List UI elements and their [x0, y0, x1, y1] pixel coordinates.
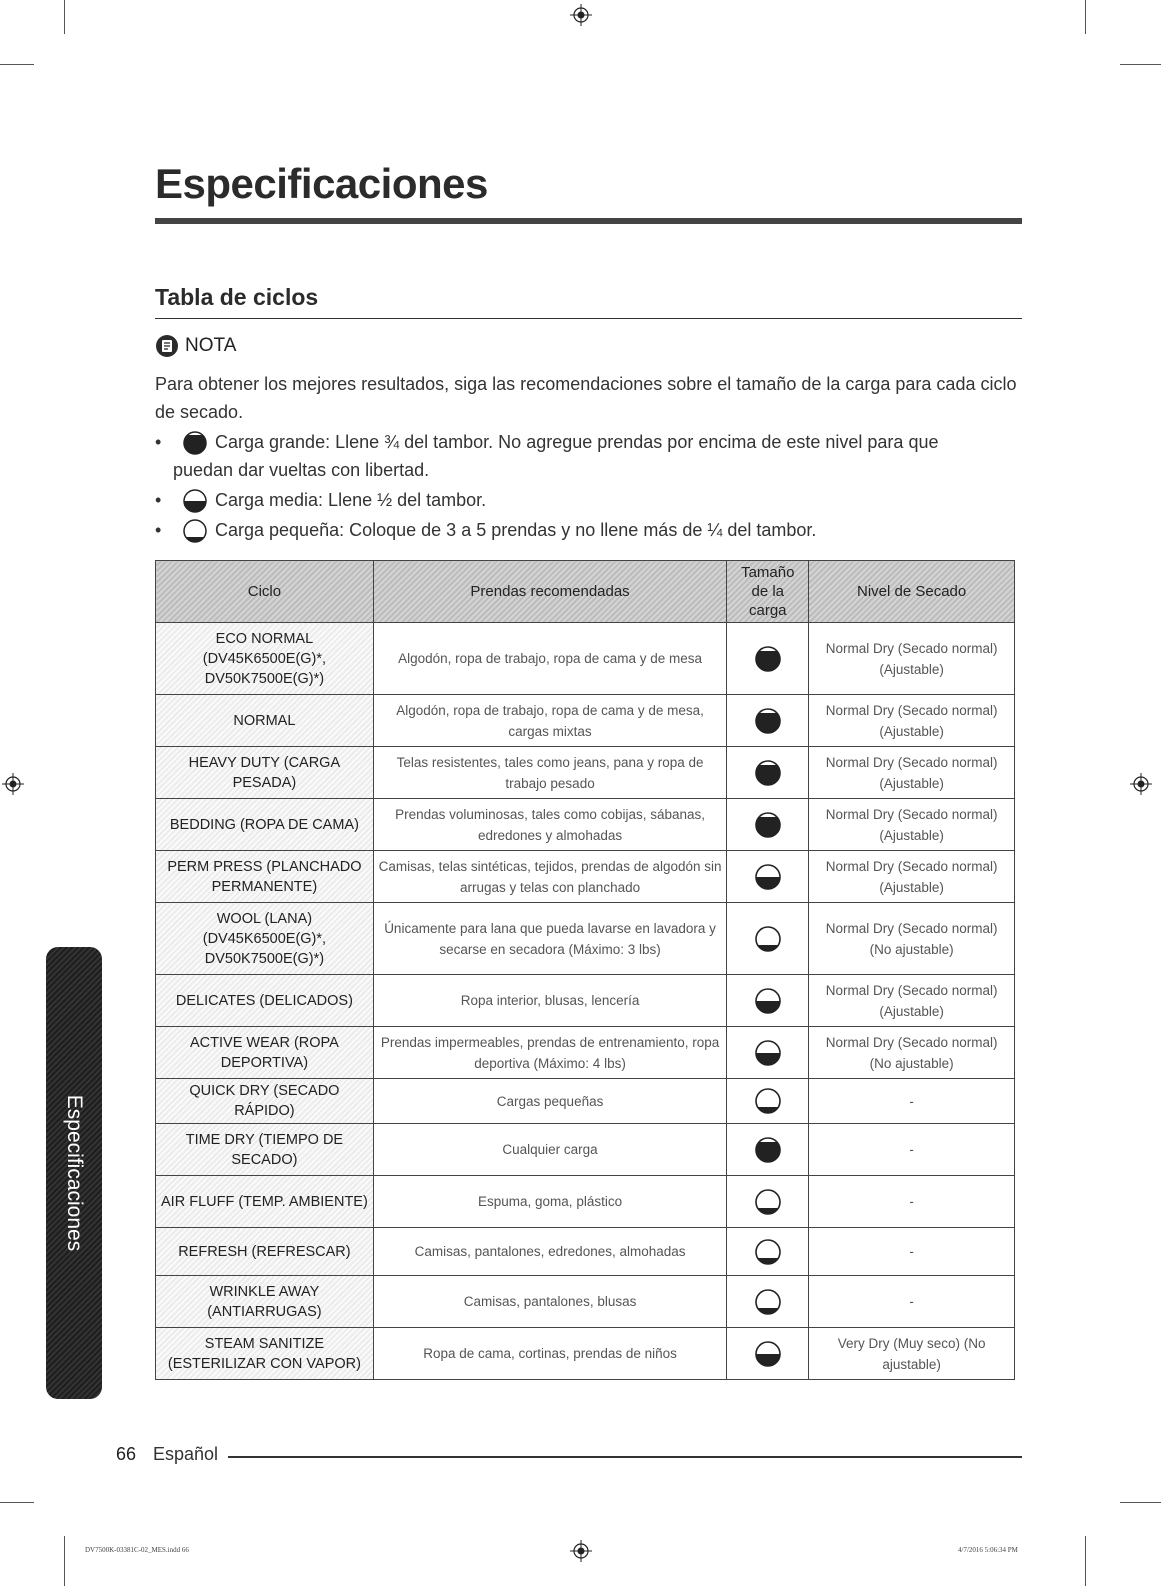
load-size-cell	[727, 1228, 809, 1276]
cycle-name: TIME DRY (TIEMPO DE SECADO)	[156, 1124, 374, 1176]
recommended-items: Únicamente para lana que pueda lavarse en lavadora y secarse en secadora (Máximo: 3 lbs)	[373, 903, 726, 975]
load-size-cell	[727, 1276, 809, 1328]
medium-load-icon	[753, 862, 783, 892]
title-rule	[155, 218, 1022, 224]
dry-level: -	[809, 1228, 1015, 1276]
recommended-items: Cualquier carga	[373, 1124, 726, 1176]
cycle-name: ECO NORMAL (DV45K6500E(G)*, DV50K7500E(G)*)	[156, 623, 374, 695]
dry-level: Normal Dry (Secado normal) (Ajustable)	[809, 975, 1015, 1027]
header-load-size: Tamaño de la carga	[727, 561, 809, 623]
table-row	[156, 1228, 1015, 1276]
table-row	[156, 1276, 1015, 1328]
page-language: Español	[153, 1444, 219, 1464]
recommended-items: Algodón, ropa de trabajo, ropa de cama y de mesa	[373, 623, 726, 695]
crop-mark	[0, 64, 34, 65]
load-size-cell	[727, 1079, 809, 1124]
registration-mark-icon	[570, 1540, 592, 1562]
table-row	[156, 1328, 1015, 1380]
table-row	[156, 747, 1015, 799]
bullet-small-load	[155, 516, 1025, 544]
crop-mark	[64, 1536, 65, 1586]
small-load-icon	[753, 1086, 783, 1116]
cycle-name: BEDDING (ROPA DE CAMA)	[156, 799, 374, 851]
load-size-cell	[727, 975, 809, 1027]
recommended-items: Camisas, telas sintéticas, tejidos, prendas de algodón sin arrugas y telas con planchado	[373, 851, 726, 903]
large-load-icon	[181, 430, 209, 456]
dry-level: Normal Dry (Secado normal) (No ajustable)	[809, 1027, 1015, 1079]
large-load-icon	[753, 810, 783, 840]
registration-mark-icon	[570, 4, 592, 26]
bullet-dot: •	[155, 432, 162, 452]
recommended-items: Ropa interior, blusas, lencería	[373, 975, 726, 1027]
note-text: Para obtener los mejores resultados, siga las recomendaciones sobre el tamaño de la carga para cada ciclo de secado.	[155, 374, 1017, 422]
cycle-name: WOOL (LANA) (DV45K6500E(G)*, DV50K7500E(G)*)	[156, 903, 374, 975]
small-load-icon	[753, 1187, 783, 1217]
footer-rule	[228, 1456, 1022, 1458]
cycle-name: WRINKLE AWAY (ANTIARRUGAS)	[156, 1276, 374, 1328]
note-header	[155, 334, 236, 358]
table-row	[156, 1124, 1015, 1176]
bullet-dot: •	[155, 520, 162, 540]
crop-mark	[1085, 1536, 1086, 1586]
dry-level: -	[809, 1276, 1015, 1328]
recommended-items: Cargas pequeñas	[373, 1079, 726, 1124]
recommended-items: Telas resistentes, tales como jeans, pana y ropa de trabajo pesado	[373, 747, 726, 799]
bullet-text: Carga grande: Llene ¾ del tambor. No agregue prendas por encima de este nivel para que	[215, 432, 939, 452]
dry-level: -	[809, 1079, 1015, 1124]
crop-mark	[1120, 1502, 1161, 1503]
dry-level: -	[809, 1176, 1015, 1228]
crop-mark	[1085, 0, 1086, 34]
small-load-icon	[753, 924, 783, 954]
table-row	[156, 695, 1015, 747]
recommended-items: Espuma, goma, plástico	[373, 1176, 726, 1228]
note-label: NOTA	[185, 335, 237, 356]
cycle-name: NORMAL	[156, 695, 374, 747]
load-size-cell	[727, 799, 809, 851]
load-size-cell	[727, 903, 809, 975]
cycle-name: PERM PRESS (PLANCHADO PERMANENTE)	[156, 851, 374, 903]
load-size-cell	[727, 1176, 809, 1228]
large-load-icon	[753, 1135, 783, 1165]
section-title: Tabla de ciclos	[155, 284, 319, 310]
table-row	[156, 975, 1015, 1027]
dry-level: Very Dry (Muy seco) (No ajustable)	[809, 1328, 1015, 1380]
large-load-icon	[753, 706, 783, 736]
cycle-name: STEAM SANITIZE (ESTERILIZAR CON VAPOR)	[156, 1328, 374, 1380]
dry-level: Normal Dry (Secado normal) (Ajustable)	[809, 623, 1015, 695]
table-row	[156, 1079, 1015, 1124]
note-icon	[155, 334, 179, 358]
bullet-medium-load	[155, 486, 1025, 514]
recommended-items: Algodón, ropa de trabajo, ropa de cama y de mesa, cargas mixtas	[373, 695, 726, 747]
dry-level: Normal Dry (Secado normal) (No ajustable)	[809, 903, 1015, 975]
large-load-icon	[753, 644, 783, 674]
cycle-table-body	[156, 623, 1015, 1380]
large-load-icon	[753, 758, 783, 788]
cycle-table	[155, 560, 1015, 1380]
load-size-cell	[727, 1027, 809, 1079]
recommended-items: Camisas, pantalones, edredones, almohadas	[373, 1228, 726, 1276]
dry-level: Normal Dry (Secado normal) (Ajustable)	[809, 799, 1015, 851]
crop-mark	[0, 1502, 34, 1503]
dry-level: Normal Dry (Secado normal) (Ajustable)	[809, 747, 1015, 799]
table-row	[156, 1027, 1015, 1079]
bullet-text: Carga media: Llene ½ del tambor.	[215, 490, 487, 510]
recommended-items: Ropa de cama, cortinas, prendas de niños	[373, 1328, 726, 1380]
cycle-name: QUICK DRY (SECADO RÁPIDO)	[156, 1079, 374, 1124]
medium-load-icon	[753, 1038, 783, 1068]
load-size-cell	[727, 623, 809, 695]
medium-load-icon	[753, 1339, 783, 1369]
page-title: Especificaciones	[155, 160, 488, 207]
dry-level: Normal Dry (Secado normal) (Ajustable)	[809, 851, 1015, 903]
cycle-name: REFRESH (REFRESCAR)	[156, 1228, 374, 1276]
header-items: Prendas recomendadas	[373, 561, 726, 623]
table-row	[156, 623, 1015, 695]
bullet-large-load	[155, 428, 1025, 484]
bullet-text-continued: puedan dar vueltas con libertad.	[173, 460, 430, 480]
crop-mark	[64, 0, 65, 34]
small-load-icon	[181, 518, 209, 544]
recommended-items: Prendas voluminosas, tales como cobijas, sábanas, edredones y almohadas	[373, 799, 726, 851]
side-tab-label: Especificaciones	[63, 1094, 86, 1252]
header-cycle: Ciclo	[156, 561, 374, 623]
print-slug-file: DV7500K-03381C-02_MES.indd 66	[85, 1546, 189, 1554]
cycle-name: ACTIVE WEAR (ROPA DEPORTIVA)	[156, 1027, 374, 1079]
load-size-cell	[727, 695, 809, 747]
load-size-cell	[727, 1328, 809, 1380]
table-row	[156, 799, 1015, 851]
print-slug-date: 4/7/2016 5:06:34 PM	[958, 1546, 1018, 1554]
small-load-icon	[753, 1287, 783, 1317]
section-rule	[155, 318, 1022, 319]
table-row	[156, 903, 1015, 975]
cycle-name: HEAVY DUTY (CARGA PESADA)	[156, 747, 374, 799]
registration-mark-icon	[1130, 773, 1152, 795]
load-size-cell	[727, 1124, 809, 1176]
registration-mark-icon	[2, 773, 24, 795]
table-row	[156, 1176, 1015, 1228]
cycle-name: DELICATES (DELICADOS)	[156, 975, 374, 1027]
cycle-name: AIR FLUFF (TEMP. AMBIENTE)	[156, 1176, 374, 1228]
dry-level: -	[809, 1124, 1015, 1176]
medium-load-icon	[753, 986, 783, 1016]
crop-mark	[1120, 64, 1161, 65]
table-header-row	[156, 561, 1015, 623]
section-side-tab	[46, 947, 102, 1399]
load-size-cell	[727, 747, 809, 799]
recommended-items: Camisas, pantalones, blusas	[373, 1276, 726, 1328]
recommended-items: Prendas impermeables, prendas de entrenamiento, ropa deportiva (Máximo: 4 lbs)	[373, 1027, 726, 1079]
table-row	[156, 851, 1015, 903]
page-number: 66	[116, 1444, 137, 1464]
bullet-dot: •	[155, 490, 162, 510]
medium-load-icon	[181, 488, 209, 514]
load-size-cell	[727, 851, 809, 903]
small-load-icon	[753, 1237, 783, 1267]
bullet-text: Carga pequeña: Coloque de 3 a 5 prendas y no llene más de ¼ del tambor.	[215, 520, 817, 540]
header-dry-level: Nivel de Secado	[809, 561, 1015, 623]
dry-level: Normal Dry (Secado normal) (Ajustable)	[809, 695, 1015, 747]
